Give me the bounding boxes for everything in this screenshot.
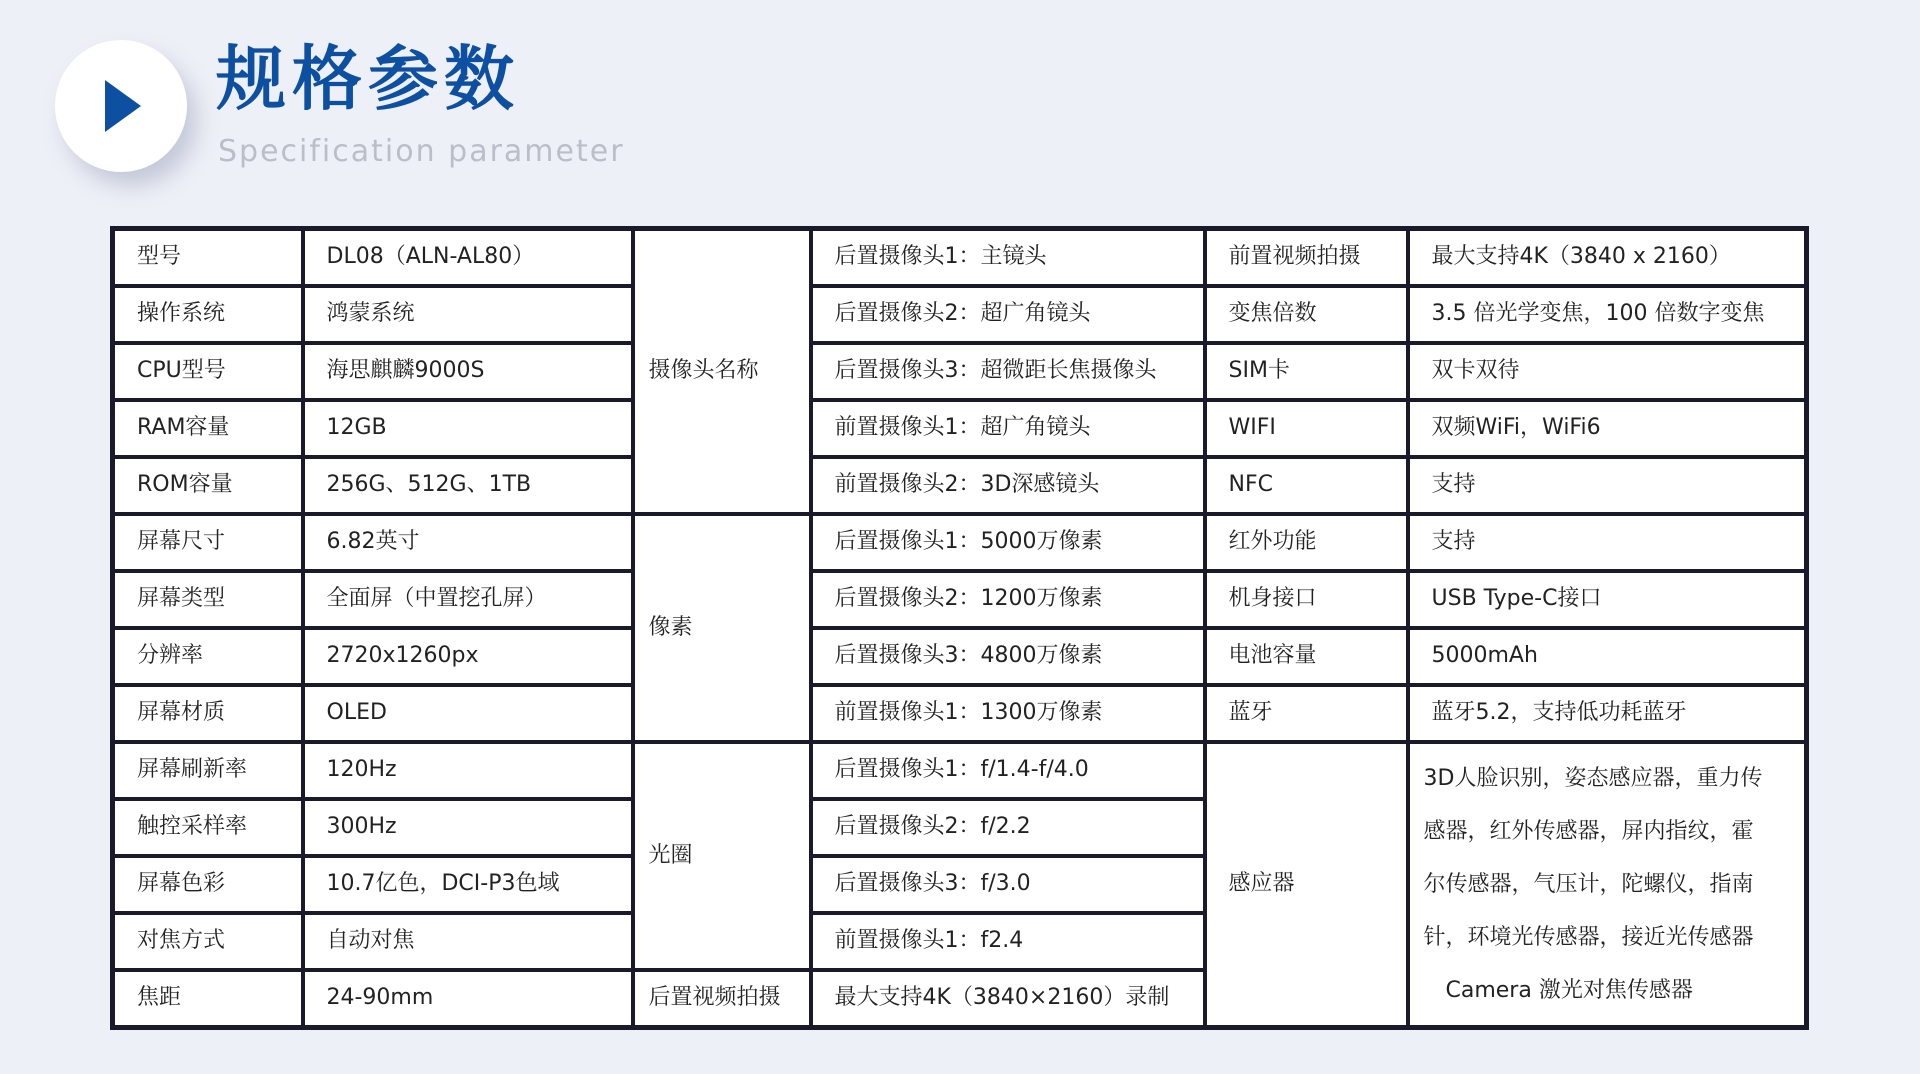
table-row xyxy=(113,628,1807,685)
group-aperture: 光圈 xyxy=(633,742,811,970)
spec-value: 12GB xyxy=(303,400,633,457)
sensor-value xyxy=(1408,742,1807,1028)
sensor-line: Camera 激光对焦传感器 xyxy=(1445,978,1693,1003)
spec-label: 触控采样率 xyxy=(113,799,303,856)
camera-spec: 前置摄像头1：f2.4 xyxy=(811,913,1205,970)
spec-value: 5000mAh xyxy=(1408,628,1807,685)
spec-value: 300Hz xyxy=(303,799,633,856)
spec-value: USB Type-C接口 xyxy=(1408,571,1807,628)
camera-spec: 前置摄像头1：超广角镜头 xyxy=(811,400,1205,457)
spec-value: 10.7亿色，DCI-P3色域 xyxy=(303,856,633,913)
spec-value: 6.82英寸 xyxy=(303,514,633,571)
spec-table xyxy=(110,226,1809,1030)
sensor-line: 针，环境光传感器，接近光传感器 xyxy=(1423,925,1754,950)
table-row xyxy=(113,514,1807,571)
spec-value: 3.5 倍光学变焦，100 倍数字变焦 xyxy=(1408,286,1807,343)
group-pixels: 像素 xyxy=(633,514,811,742)
spec-label: ROM容量 xyxy=(113,457,303,514)
camera-spec: 最大支持4K（3840×2160）录制 xyxy=(811,970,1205,1028)
spec-value: 双卡双待 xyxy=(1408,343,1807,400)
table-row xyxy=(113,229,1807,287)
spec-label: 机身接口 xyxy=(1205,571,1408,628)
sensor-line: 尔传感器，气压计，陀螺仪，指南 xyxy=(1423,872,1754,897)
spec-label: 分辨率 xyxy=(113,628,303,685)
spec-value: 自动对焦 xyxy=(303,913,633,970)
spec-value: 海思麒麟9000S xyxy=(303,343,633,400)
play-icon xyxy=(105,80,145,132)
spec-label: SIM卡 xyxy=(1205,343,1408,400)
page-title: 规格参数 xyxy=(216,38,520,120)
camera-spec: 后置摄像头2：f/2.2 xyxy=(811,799,1205,856)
spec-label: 屏幕刷新率 xyxy=(113,742,303,799)
spec-label: 操作系统 xyxy=(113,286,303,343)
spec-value: 最大支持4K（3840 x 2160） xyxy=(1408,229,1807,287)
spec-value: 120Hz xyxy=(303,742,633,799)
spec-label: RAM容量 xyxy=(113,400,303,457)
camera-spec: 前置摄像头1：1300万像素 xyxy=(811,685,1205,742)
camera-spec: 后置摄像头3：f/3.0 xyxy=(811,856,1205,913)
spec-value: 鸿蒙系统 xyxy=(303,286,633,343)
spec-label: 电池容量 xyxy=(1205,628,1408,685)
page-subtitle: Specification parameter xyxy=(218,134,625,169)
spec-label: 屏幕类型 xyxy=(113,571,303,628)
camera-spec: 后置摄像头2：1200万像素 xyxy=(811,571,1205,628)
table-row xyxy=(113,571,1807,628)
spec-value: 全面屏（中置挖孔屏） xyxy=(303,571,633,628)
table-row xyxy=(113,400,1807,457)
spec-label: CPU型号 xyxy=(113,343,303,400)
sensor-line: 3D人脸识别，姿态感应器，重力传 xyxy=(1423,766,1763,791)
sensor-line: 感器，红外传感器，屏内指纹，霍 xyxy=(1423,819,1754,844)
table-row xyxy=(113,286,1807,343)
spec-label: 红外功能 xyxy=(1205,514,1408,571)
camera-spec: 后置摄像头1：5000万像素 xyxy=(811,514,1205,571)
camera-spec: 前置摄像头2：3D深感镜头 xyxy=(811,457,1205,514)
spec-value: 双频WiFi，WiFi6 xyxy=(1408,400,1807,457)
spec-label: 屏幕色彩 xyxy=(113,856,303,913)
table-row xyxy=(113,685,1807,742)
spec-value: OLED xyxy=(303,685,633,742)
spec-label: 对焦方式 xyxy=(113,913,303,970)
spec-label: NFC xyxy=(1205,457,1408,514)
spec-label: 型号 xyxy=(113,229,303,287)
group-rear-video: 后置视频拍摄 xyxy=(633,970,811,1028)
spec-label: 屏幕材质 xyxy=(113,685,303,742)
spec-label: 屏幕尺寸 xyxy=(113,514,303,571)
table-row xyxy=(113,457,1807,514)
camera-spec: 后置摄像头1：f/1.4-f/4.0 xyxy=(811,742,1205,799)
spec-value: 蓝牙5.2，支持低功耗蓝牙 xyxy=(1408,685,1807,742)
group-camera-names: 摄像头名称 xyxy=(633,229,811,515)
spec-value: 支持 xyxy=(1408,457,1807,514)
spec-label: 前置视频拍摄 xyxy=(1205,229,1408,287)
camera-spec: 后置摄像头3：4800万像素 xyxy=(811,628,1205,685)
spec-value: 256G、512G、1TB xyxy=(303,457,633,514)
spec-value: 支持 xyxy=(1408,514,1807,571)
spec-label: 蓝牙 xyxy=(1205,685,1408,742)
section-play-badge xyxy=(55,40,187,172)
spec-label: 变焦倍数 xyxy=(1205,286,1408,343)
camera-spec: 后置摄像头1：主镜头 xyxy=(811,229,1205,287)
camera-spec: 后置摄像头2：超广角镜头 xyxy=(811,286,1205,343)
table-row xyxy=(113,343,1807,400)
table-row xyxy=(113,742,1807,799)
spec-value: 2720x1260px xyxy=(303,628,633,685)
spec-label: WIFI xyxy=(1205,400,1408,457)
spec-label: 焦距 xyxy=(113,970,303,1028)
spec-value: DL08（ALN-AL80） xyxy=(303,229,633,287)
spec-value: 24-90mm xyxy=(303,970,633,1028)
sensor-label: 感应器 xyxy=(1205,742,1408,1028)
camera-spec: 后置摄像头3：超微距长焦摄像头 xyxy=(811,343,1205,400)
